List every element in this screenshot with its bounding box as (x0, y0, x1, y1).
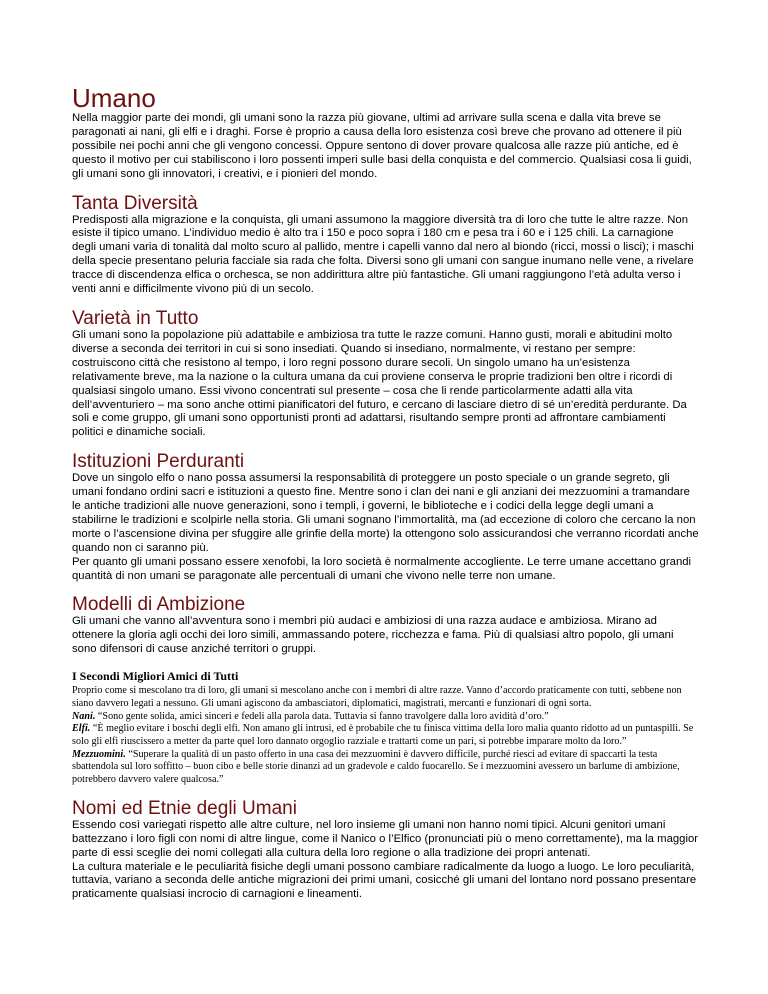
sidebar-entry-text: “È meglio evitare i boschi degli elfi. Non amano gli intrusi, ed è probabile che tu finisca vittima della loro malia quanto ridotto ad un puntaspilli. Se solo gli elfi riuscissero a metter da parte quel loro dannato orgoglio razziale e trattarti come un pari, si potrebbe imparare molto da loro.” (72, 723, 694, 747)
section-paragraph: Gli umani che vanno all’avventura sono i membri più audaci e ambiziosi di una razza audace e ambiziosa. Mirano ad ottenere la gloria agli occhi dei loro simili, ammassando potere, ricchezza e fama. Più di qualsiasi altro popolo, gli umani sono difensori di cause anziché territori o gruppi. (72, 615, 674, 656)
sidebar-entry-label: Nani. (72, 710, 96, 722)
section-heading-ambition: Modelli di Ambizione (72, 594, 246, 616)
section-heading-institutions: Istituzioni Perduranti (72, 451, 245, 473)
sidebar-entry-label: Mezzuomini. (72, 748, 126, 760)
sidebar-entry-elves (72, 723, 700, 748)
section-paragraph: Per quanto gli umani possano essere xenofobi, la loro società è normalmente accogliente. Le terre umane accettano grandi quantità di non umani se paragonate alle percentuali di umani che vivono nelle terre non umane. (72, 555, 692, 582)
sidebar-entry-text: “Sono gente solida, amici sinceri e fedeli alla parola data. Tuttavia si fanno travolgere dalla loro avidità d’oro.” (95, 710, 549, 722)
section-heading-diversity: Tanta Diversità (72, 192, 198, 214)
sidebar-entry-text: “Superare la qualità di un pasto offerto in una casa dei mezzuomini è davvero difficile, purché riesci ad evitare di spaccarti la testa sbattendola sul loro soffitto – buon cibo e belle storie dinanzi ad un gradevole e caldo fuocarello. Se i mezzuomini avessero un barlume di ambizione, potrebbero davvero valere qualcosa.” (72, 748, 680, 786)
intro-paragraph: Nella maggior parte dei mondi, gli umani sono la razza più giovane, ultimi ad arrivare sulla scena e dalla vita breve se paragonati ai nani, gli elfi e i draghi. Forse è proprio a causa della loro esistenza così breve che provano ad ottenere il più possibile nei pochi anni che gli vengono concessi. Oppure sentono di dover provare qualcosa alle razze più antiche, ed è questo il motivo per cui stabiliscono i loro possenti imperi sulle basi della conquista e del commercio. Qualsiasi cosa li guidi, gli umani sono gli innovatori, i creativi, e i pionieri del mondo. (72, 112, 692, 180)
section-paragraph: Dove un singolo elfo o nano possa assumersi la responsabilità di proteggere un posto speciale o un grande segreto, gli umani fondano ordini sacri e istituzioni a questo fine. Mentre sono i clan dei nani e gli anziani dei mezzuomini a tramandare le antiche tradizioni alle nuove generazioni, sono i templi, i governi, le biblioteche e i codici della legge degli umani a stabilirne le tradizioni e scolpirle nella storia. Gli umani sognano l’immortalità, ma (ad eccezione di coloro che cercano la non morte o l’ascensione divina per sfuggire alle grinfie della morte) la ottengono solo assicurandosi che verranno ricordati anche quando non ci saranno più. (72, 472, 699, 554)
sidebar-intro: Proprio come si mescolano tra di loro, gli umani si mescolano anche con i membri di altre razze. Vanno d’accordo praticamente con tutti, sebbene non siano davvero legati a nessuno. Gli umani agiscono da ambasciatori, diplomatici, magistrati, mercanti e funzionari di ogni sorta. (72, 685, 682, 709)
sidebar-entry-dwarves (72, 711, 700, 724)
sidebar-entry-halflings (72, 749, 700, 787)
section-paragraph: Essendo così variegati rispetto alle altre culture, nel loro insieme gli umani non hanno nomi tipici. Alcuni genitori umani battezzano i loro figli con nomi di altre lingue, come il Nanico o l’Elfico (pronunciati più o meno correttamente), ma la maggior parte di essi sceglie dei nomi collegati alla cultura della loro regione o alla tradizione dei propri antenati. (72, 818, 699, 859)
section-paragraph: Gli umani sono la popolazione più adattabile e ambiziosa tra tutte le razze comuni. Hanno gusti, morali e abitudini molto diverse a seconda dei territori in cui si sono insediati. Quando si insediano, normalmente, vi restano per sempre: costruiscono città che resistono al tempo, i loro regni possono durare secoli. Un singolo umano ha un’esistenza relativamente breve, ma la nazione o la cultura umana da cui proviene conserva le proprie tradizioni ben oltre i ricordi di qualsiasi singolo umano. Essi vivono concentrati sul presente – cosa che li rende particolarmente adatti alla vita dell’avventuriero – ma sono anche ottimi pianificatori del futuro, e cercano di lasciare dietro di sé un’eredità perdurante. Da soli e come gruppo, gli umani sono opportunisti pronti ad adattarsi, risultando sempre pronti ad affrontare cambiamenti politici e dinamiche sociali. (72, 328, 687, 439)
sidebar-entry-label: Elfi. (72, 723, 91, 735)
section-paragraph: La cultura materiale e le peculiarità fisiche degli umani possono cambiare radicalmente da luogo a luogo. Le loro peculiarità, tuttavia, variano a seconda delle antiche migrazioni dei primi umani, cosicché gli umani del lontano nord possano presentare praticamente qualsiasi incrocio di carnagioni e lineamenti. (72, 860, 697, 901)
document-page (72, 84, 700, 902)
sidebar-title: I Secondi Migliori Amici di Tutti (72, 669, 239, 684)
section-paragraph: Predisposti alla migrazione e la conquista, gli umani assumono la maggiore diversità tra di loro che tutte le altre razze. Non esiste il tipico umano. L’individuo medio è alto tra i 150 e poco sopra i 180 cm e pesa tra i 60 e i 125 chili. La carnagione degli umani varia di tonalità dal molto scuro al pallido, mentre i capelli vanno dal nero al biondo (ricci, mossi o lisci); i maschi della specie presentano peluria facciale sia rada che folta. Diversi sono gli umani con sangue inumano nelle vene, a rivelare tracce di discendenza elfica o orchesca, se non addirittura altre più fantastiche. Gli umani raggiungono l’età adulta verso i venti anni e difficilmente vivono più di un secolo. (72, 213, 694, 296)
section-heading-variety: Varietà in Tutto (72, 307, 199, 329)
sidebar-box (72, 669, 700, 787)
section-heading-names: Nomi ed Etnie degli Umani (72, 797, 297, 819)
page-title: Umano (72, 83, 156, 113)
